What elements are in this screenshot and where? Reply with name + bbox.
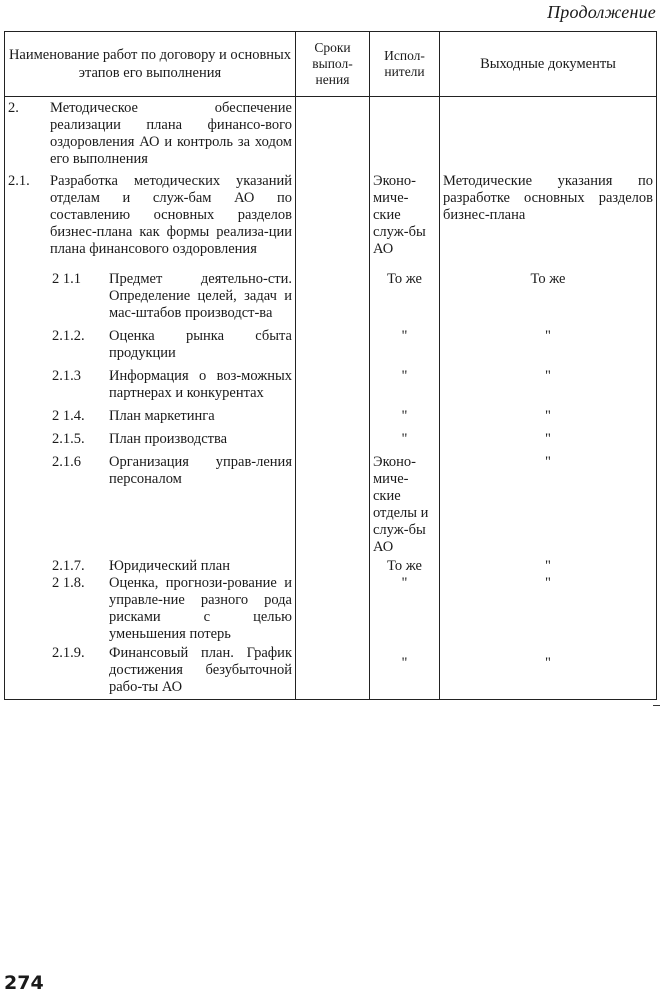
column-header-performers: Испол-нители	[370, 32, 440, 97]
work-cell	[5, 402, 296, 425]
work-cell	[5, 556, 296, 575]
deadline-cell	[296, 556, 370, 575]
performers-cell: То же	[370, 556, 440, 575]
item-title: План производства	[109, 431, 228, 447]
work-cell	[5, 258, 296, 322]
performers-cell: Эконо-миче-ские служ-бы АО	[370, 168, 440, 258]
documents-cell: "	[440, 643, 657, 700]
column-header-documents: Выходные документы	[440, 32, 657, 97]
item-number: 2 1.8.	[52, 575, 85, 591]
documents-cell: Методические указания по разработке основных разделов бизнес-плана	[440, 168, 657, 258]
documents-cell	[440, 97, 657, 169]
performers-cell: "	[370, 575, 440, 643]
column-header-work: Наименование работ по договору и основных этапов его выполнения	[5, 32, 296, 97]
table-row	[5, 322, 657, 362]
documents-cell: "	[440, 448, 657, 556]
work-cell	[5, 448, 296, 556]
deadline-cell	[296, 402, 370, 425]
performers-cell: "	[370, 402, 440, 425]
table-row	[5, 556, 657, 575]
documents-cell: "	[440, 575, 657, 643]
deadline-cell	[296, 425, 370, 448]
documents-cell: "	[440, 322, 657, 362]
table-header-row	[5, 32, 657, 97]
page-number: 274	[4, 972, 44, 994]
item-number: 2.1.7.	[52, 558, 85, 574]
item-title: План маркетинга	[109, 408, 215, 424]
item-title: Методическое обеспечение реализации плана финансо-вого оздоровления АО и контроль за ходом его выполнения	[50, 100, 292, 167]
work-cell	[5, 168, 296, 258]
item-title: Организация управ-ления персоналом	[109, 454, 292, 487]
performers-cell: "	[370, 322, 440, 362]
item-number: 2.1.9.	[52, 645, 85, 661]
item-title: Информация о воз-можных партнерах и конкурентах	[109, 368, 292, 401]
item-number: 2.1.5.	[52, 431, 85, 447]
item-title: Разработка методических указаний отделам и служ-бам АО по составлению основных разделов бизнес-плана как формы реализа-ции плана финансового оздоровления	[50, 173, 292, 257]
performers-cell: Эконо-миче-ские отделы и служ-бы АО	[370, 448, 440, 556]
work-cell	[5, 425, 296, 448]
performers-cell: "	[370, 362, 440, 402]
documents-cell: "	[440, 556, 657, 575]
deadline-cell	[296, 448, 370, 556]
item-number: 2 1.1	[52, 271, 81, 287]
table-row	[5, 362, 657, 402]
table-row	[5, 97, 657, 169]
documents-cell: "	[440, 425, 657, 448]
item-title: Финансовый план. График достижения безубыточной рабо-ты АО	[109, 645, 292, 695]
work-cell	[5, 575, 296, 643]
performers-cell: То же	[370, 258, 440, 322]
item-number: 2 1.4.	[52, 408, 85, 424]
item-number: 2.1.2.	[52, 328, 85, 344]
deadline-cell	[296, 258, 370, 322]
work-cell	[5, 322, 296, 362]
documents-cell: "	[440, 402, 657, 425]
margin-mark	[653, 705, 660, 706]
item-number: 2.1.	[8, 173, 30, 189]
table-row	[5, 448, 657, 556]
deadline-cell	[296, 575, 370, 643]
deadline-cell	[296, 168, 370, 258]
item-title: Оценка, прогнози-рование и управле-ние разного рода рисками с целью уменьшения потерь	[109, 575, 292, 642]
performers-cell	[370, 97, 440, 169]
deadline-cell	[296, 322, 370, 362]
performers-cell: "	[370, 643, 440, 700]
item-title: Оценка рынка сбыта продукции	[109, 328, 292, 361]
documents-cell: "	[440, 362, 657, 402]
documents-cell: То же	[440, 258, 657, 322]
item-number: 2.1.3	[52, 368, 81, 384]
item-title: Юридический план	[109, 558, 230, 574]
item-title: Предмет деятельно-сти. Определение целей, задач и мас-штабов производст-ва	[109, 271, 292, 321]
work-cell	[5, 643, 296, 700]
item-number: 2.	[8, 100, 19, 116]
table-row	[5, 575, 657, 643]
deadline-cell	[296, 97, 370, 169]
table-row	[5, 168, 657, 258]
table-row	[5, 643, 657, 700]
table-row	[5, 402, 657, 425]
work-cell	[5, 362, 296, 402]
item-number: 2.1.6	[52, 454, 81, 470]
work-cell	[5, 97, 296, 169]
column-header-deadline: Сроки выпол-нения	[296, 32, 370, 97]
continued-label: Продолжение	[547, 2, 656, 22]
deadline-cell	[296, 643, 370, 700]
work-plan-table	[4, 31, 657, 700]
table-row	[5, 258, 657, 322]
performers-cell: "	[370, 425, 440, 448]
deadline-cell	[296, 362, 370, 402]
table-row	[5, 425, 657, 448]
